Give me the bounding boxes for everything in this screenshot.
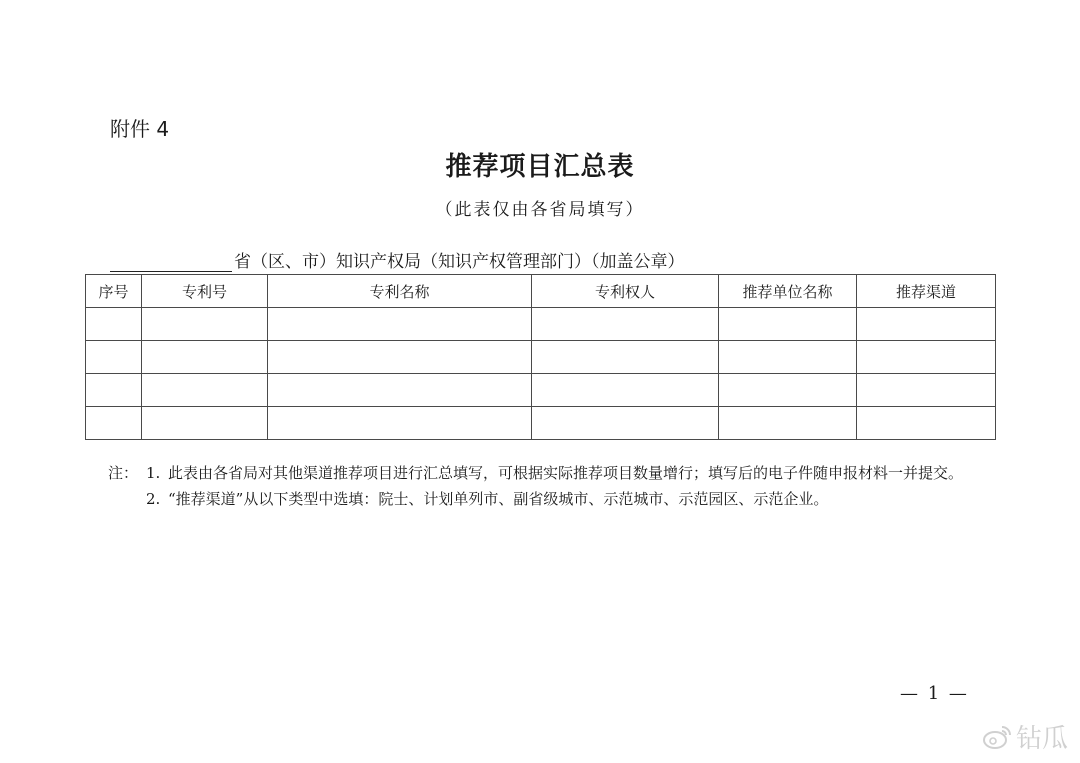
table-cell xyxy=(86,341,142,374)
note-number: 1. xyxy=(146,464,161,482)
table-cell xyxy=(719,407,857,440)
page-number: — 1 — xyxy=(900,683,969,704)
province-line-text: 省（区、市）知识产权局（知识产权管理部门）（加盖公章） xyxy=(234,252,685,272)
table-cell xyxy=(268,374,532,407)
table-body xyxy=(86,308,996,440)
table-row xyxy=(86,374,996,407)
table-cell xyxy=(532,407,719,440)
summary-table xyxy=(85,274,996,440)
table-cell xyxy=(532,341,719,374)
table-cell xyxy=(142,374,268,407)
province-line xyxy=(110,247,685,272)
table-cell xyxy=(719,341,857,374)
table-row xyxy=(86,308,996,341)
header-patent-name: 专利名称 xyxy=(268,275,532,308)
table-cell xyxy=(719,308,857,341)
watermark-text: 钻瓜 xyxy=(1015,724,1068,754)
table-cell xyxy=(532,308,719,341)
table-cell xyxy=(857,407,996,440)
weibo-icon xyxy=(982,724,1012,750)
table-cell xyxy=(857,341,996,374)
table-cell xyxy=(268,341,532,374)
note-item-1 xyxy=(108,460,988,486)
table-cell xyxy=(268,407,532,440)
note-item-2 xyxy=(108,486,988,512)
table-row xyxy=(86,407,996,440)
table-cell xyxy=(86,374,142,407)
document-subtitle: （此表仅由各省局填写） xyxy=(435,200,645,220)
table-row xyxy=(86,341,996,374)
notes-prefix: 注： xyxy=(108,464,139,482)
table-cell xyxy=(857,374,996,407)
header-recommendation-channel: 推荐渠道 xyxy=(857,275,996,308)
attachment-label: 附件 4 xyxy=(110,117,170,141)
table-header-row xyxy=(86,275,996,308)
watermark xyxy=(982,718,1068,755)
header-serial: 序号 xyxy=(86,275,142,308)
note-text: “推荐渠道”从以下类型中选填：院士、计划单列市、副省级城市、示范城市、示范园区、示范企业。 xyxy=(168,490,829,508)
header-patent-holder: 专利权人 xyxy=(532,275,719,308)
table-cell xyxy=(857,308,996,341)
header-patent-number: 专利号 xyxy=(142,275,268,308)
table-cell xyxy=(142,407,268,440)
table-cell xyxy=(142,308,268,341)
province-blank xyxy=(110,253,232,272)
note-number: 2. xyxy=(146,490,161,508)
note-text: 此表由各省局对其他渠道推荐项目进行汇总填写，可根据实际推荐项目数量增行；填写后的电子件随申报材料一并提交。 xyxy=(168,464,964,482)
table-cell xyxy=(86,308,142,341)
table-cell xyxy=(86,407,142,440)
table-cell xyxy=(532,374,719,407)
table-cell xyxy=(719,374,857,407)
document-title: 推荐项目汇总表 xyxy=(445,152,635,182)
notes xyxy=(108,460,988,512)
table-cell xyxy=(142,341,268,374)
table-cell xyxy=(268,308,532,341)
header-recommending-unit: 推荐单位名称 xyxy=(719,275,857,308)
